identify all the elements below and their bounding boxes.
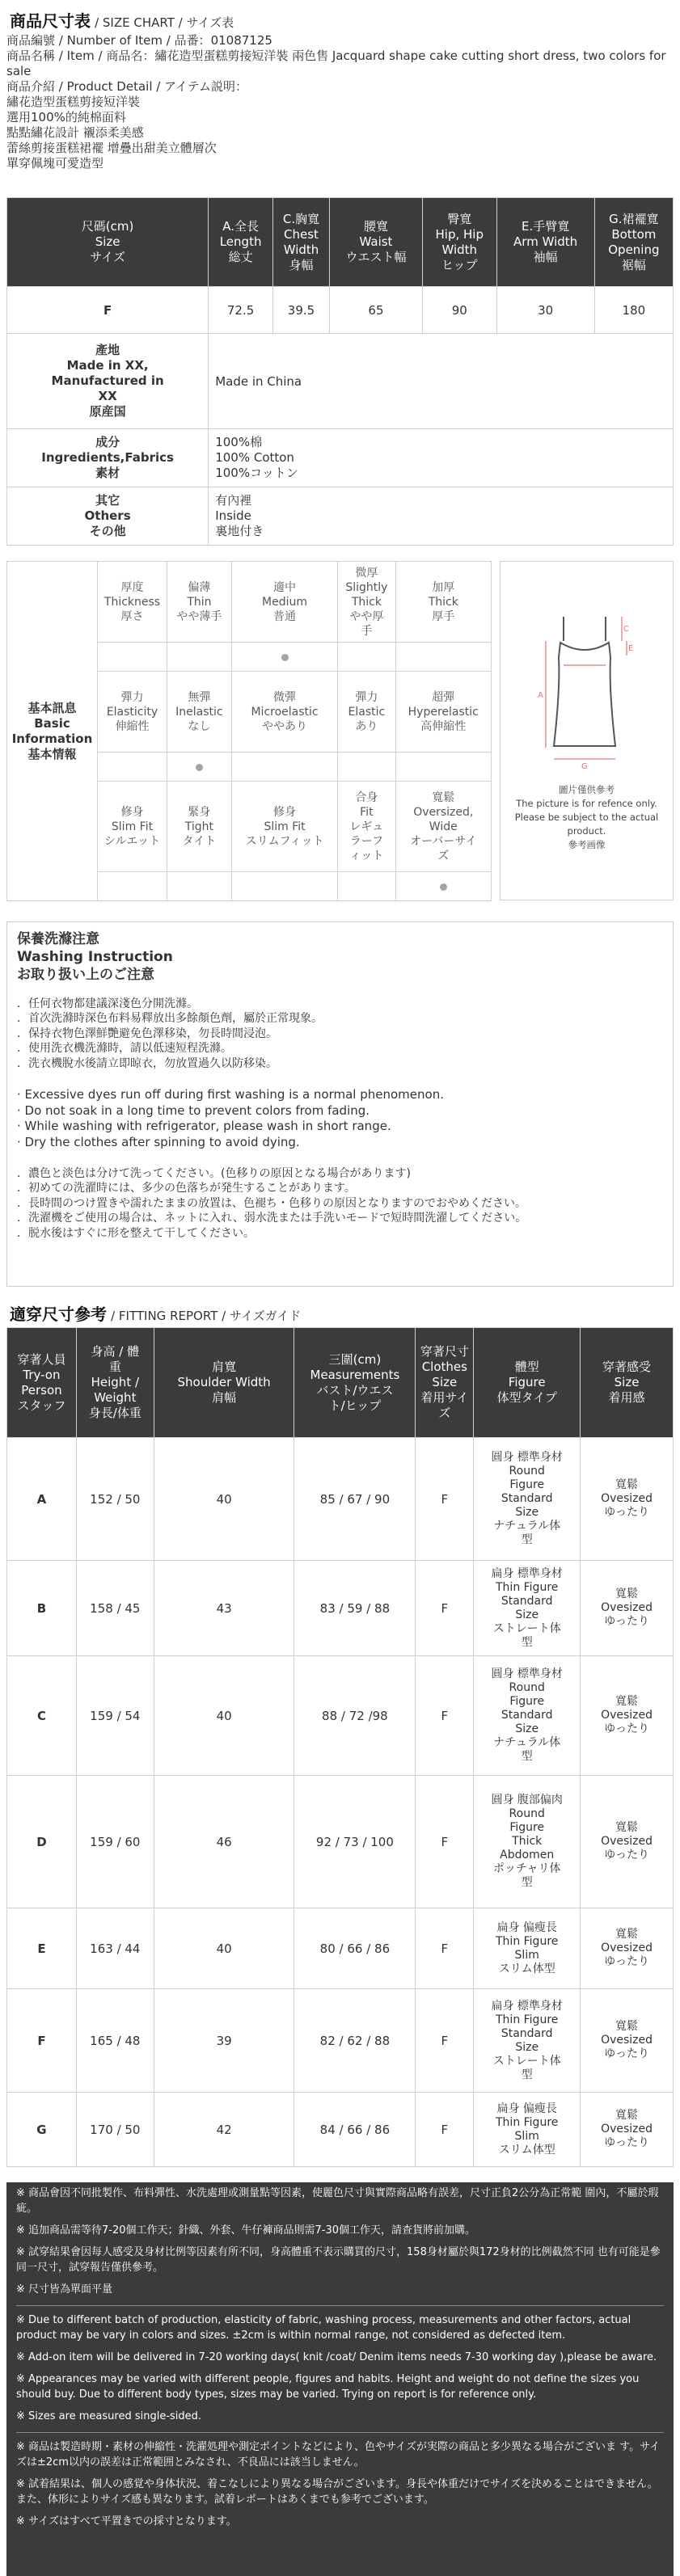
basic-info-attribute: 修身 Slim Fit シルエット [98, 782, 167, 872]
size-value-cell: 72.5 [209, 287, 273, 334]
product-info-line: 蕾絲剪接蛋糕裙襬 增疊出甜美立體層次 [6, 141, 217, 155]
washing-line: ．使用洗衣機洗滌時，請以低速短程洗滌。 [17, 1042, 232, 1056]
fitting-cell-hw: 159 / 54 [76, 1656, 154, 1776]
fitting-cell-hw: 163 / 44 [76, 1908, 154, 1989]
size-header-cell: C.胸寬 Chest Width 身幅 [273, 198, 330, 287]
fitting-cell-person: D [7, 1776, 77, 1908]
fitting-cell-feel: 寬鬆 Ovesized ゆったり [581, 2093, 674, 2167]
fitting-header-cell: 穿著人員 Try-on Person スタッフ [7, 1328, 77, 1438]
fitting-cell-shoulder: 39 [154, 1989, 294, 2093]
washing-line: ．長時間のつけ置きや濡れたままの放置は、色褪ち・色移りの原因となりますのでおやめください。 [17, 1196, 526, 1210]
fitting-cell-size: F [416, 1561, 474, 1656]
fitting-cell-feel: 寬鬆 Ovesized ゆったり [581, 1776, 674, 1908]
washing-section [6, 921, 674, 1287]
other-value: 有內裡 Inside 裏地付き [209, 487, 674, 546]
fitting-cell-person: C [7, 1656, 77, 1776]
basic-info-indicator [231, 753, 337, 782]
fitting-cell-figure: 圓身 標準身材 Round Figure Standard Size ナチュラル体 型 [474, 1656, 581, 1776]
washing-title-jp: お取り扱い上のご注意 [17, 967, 154, 983]
basic-info-spacer [98, 643, 167, 672]
fitting-row [7, 1776, 674, 1908]
size-table-wrap [6, 197, 674, 546]
origin-label: 產地 Made in XX, Manufactured in XX 原産国 [7, 334, 209, 429]
washing-line: · Excessive dyes run off during first washing is a normal phenomenon. [17, 1087, 444, 1102]
svg-text:C: C [623, 625, 629, 634]
fitting-cell-person: G [7, 2093, 77, 2167]
fitting-cell-shoulder: 42 [154, 2093, 294, 2167]
material-value: 100%棉 100% Cotton 100%コットン [209, 429, 674, 487]
basic-info-option: 無彈 Inelastic なし [167, 672, 232, 753]
fitting-header-cell: 體型 Figure 体型タイプ [474, 1328, 581, 1438]
svg-text:E: E [628, 644, 634, 653]
fitting-header-cell: 身高 / 體 重 Height / Weight 身長/体重 [76, 1328, 154, 1438]
washing-zh [17, 997, 663, 1071]
basic-info-option: 適中 Medium 普通 [231, 562, 337, 643]
size-value-cell: 30 [496, 287, 594, 334]
size-header-cell: A.全長 Length 総丈 [209, 198, 273, 287]
note-line: ※ 試穿結果會因每人感受及身材比例等因素有所不同，身高體重不表示購買的尺寸，158身材屬於與172身材的比例截然不同 也有可能是參同一尺寸，試穿報告僅供參考。 [16, 2246, 661, 2274]
size-chart-title: 商品尺寸表 [10, 11, 91, 31]
fitting-cell-feel: 寬鬆 Ovesized ゆったり [581, 1656, 674, 1776]
fitting-cell-size: F [416, 1908, 474, 1989]
product-info-line: 選用100%的純棉面料 [6, 110, 126, 124]
size-chart-section [0, 8, 680, 171]
basic-info-option: 彈力 Elastic あり [338, 672, 395, 753]
fitting-cell-hw: 152 / 50 [76, 1438, 154, 1561]
basic-info-spacer [98, 753, 167, 782]
fitting-header-cell: 穿著感受 Size 着用感 [581, 1328, 674, 1438]
washing-line: ．初めての洗濯時には、多少の色落ちが発生することがあります。 [17, 1182, 356, 1195]
material-label: 成分 Ingredients,Fabrics 素材 [7, 429, 209, 487]
basic-info-indicator [338, 643, 395, 672]
fitting-row [7, 1989, 674, 2093]
selected-dot-icon [196, 764, 203, 771]
fitting-table [6, 1327, 674, 2167]
size-value-cell: F [7, 287, 209, 334]
basic-info-indicator [167, 753, 232, 782]
fitting-cell-shoulder: 40 [154, 1438, 294, 1561]
product-info-line: 商品介紹 / Product Detail / アイテム説明： [6, 79, 247, 94]
fitting-cell-shoulder: 43 [154, 1561, 294, 1656]
basic-info-indicator [167, 872, 232, 901]
fitting-cell-size: F [416, 1776, 474, 1908]
fitting-row [7, 1908, 674, 1989]
basic-info-label: 基本訊息 Basic Information 基本情報 [7, 562, 98, 901]
fitting-cell-figure: 圓身 腹部偏肉 Round Figure Thick Abdomen ポッチャリ体 型 [474, 1776, 581, 1908]
notes-en [16, 2312, 664, 2424]
basic-info-attribute: 彈力 Elasticity 伸縮性 [98, 672, 167, 753]
fitting-cell-meas: 84 / 66 / 86 [294, 2093, 416, 2167]
size-header-cell: 腰寬 Waist ウエスト幅 [329, 198, 422, 287]
size-header-cell: 臀寬 Hip, Hip Width ヒップ [422, 198, 496, 287]
fitting-header-cell: 肩寬 Shoulder Width 肩幅 [154, 1328, 294, 1438]
washing-line: · Dry the clothes after spinning to avoid dying. [17, 1134, 300, 1149]
fitting-header-cell: 穿著尺寸 Clothes Size 着用サイ ズ [416, 1328, 474, 1438]
basic-info-indicator [338, 753, 395, 782]
fitting-subtitle: / FITTING REPORT / サイズガイド [111, 1309, 302, 1323]
product-info-line: 商品編號 / Number of Item / 品番：01087125 [6, 33, 272, 48]
washing-title-en: Washing Instruction [17, 949, 173, 965]
washing-en [17, 1087, 663, 1150]
fitting-cell-meas: 92 / 73 / 100 [294, 1776, 416, 1908]
fitting-cell-meas: 80 / 66 / 86 [294, 1908, 416, 1989]
fitting-cell-feel: 寬鬆 Ovesized ゆったり [581, 1908, 674, 1989]
fitting-cell-size: F [416, 1656, 474, 1776]
fitting-header-cell: 三圍(cm) Measurements バスト/ウエス ト/ヒップ [294, 1328, 416, 1438]
basic-info-indicator [231, 872, 337, 901]
fitting-cell-shoulder: 40 [154, 1908, 294, 1989]
fitting-cell-person: A [7, 1438, 77, 1561]
note-line: ※ 商品は製造時期・素材の伸縮性・洗濯処理や測定ポイントなどにより、色やサイズが実際の商品と多少異なる場合がございま す。サイズは±2cm以内の誤差は正常範囲とみなされ、不良品には該当しません。 [16, 2441, 661, 2468]
fitting-cell-shoulder: 46 [154, 1776, 294, 1908]
notes-section [6, 2182, 674, 2576]
svg-text:A: A [538, 691, 543, 700]
notes-jp [16, 2439, 664, 2529]
fitting-cell-person: E [7, 1908, 77, 1989]
basic-info-indicator [395, 753, 491, 782]
size-header-cell: G.裙襬寬 Bottom Opening 裾幅 [594, 198, 673, 287]
fitting-title: 適穿尺寸參考 [10, 1305, 107, 1324]
basic-info-option: 緊身 Tight タイト [167, 782, 232, 872]
basic-info-option: 微厚 Slightly Thick やや厚 手 [338, 562, 395, 643]
fitting-section [0, 1301, 680, 1325]
size-value-cell: 65 [329, 287, 422, 334]
garment-diagram [500, 561, 674, 900]
basic-info-indicator [231, 643, 337, 672]
note-line: ※ Appearances may be varied with different people, figures and habits. Height and weight do not define the sizes you should buy. Due to different body types, sizes may be varied. Trying on report is for reference only. [16, 2373, 640, 2401]
washing-line: ．保持衣物色澤鮮艷避免色澤移染，勿長時間浸泡。 [17, 1027, 277, 1040]
size-header-cell: E.手臂寬 Arm Width 袖幅 [496, 198, 594, 287]
fitting-row [7, 2093, 674, 2167]
washing-line: ．首次洗滌時深色布料易釋放出多餘顏色劑，屬於正常現象。 [17, 1012, 323, 1026]
washing-line: ．任何衣物都建議深淺色分開洗滌。 [17, 997, 198, 1010]
fitting-cell-size: F [416, 2093, 474, 2167]
washing-line: ．洗濯機をご使用の場合は、ネットに入れ、弱水洗または手洗いモードで短時間洗濯してください。 [17, 1212, 527, 1225]
fitting-cell-meas: 83 / 59 / 88 [294, 1561, 416, 1656]
basic-info-option: 加厚 Thick 厚手 [395, 562, 491, 643]
size-value-cell: 180 [594, 287, 673, 334]
basic-info-option: 超彈 Hyperelastic 高伸縮性 [395, 672, 491, 753]
basic-info-option: 修身 Slim Fit スリムフィット [231, 782, 337, 872]
fitting-cell-hw: 158 / 45 [76, 1561, 154, 1656]
notes-zh [16, 2186, 664, 2297]
fitting-cell-feel: 寬鬆 Ovesized ゆったり [581, 1438, 674, 1561]
size-value-cell: 90 [422, 287, 496, 334]
note-line: ※ 尺寸皆為單面平量 [16, 2283, 113, 2296]
basic-info-indicator [395, 872, 491, 901]
washing-line: ．脱水後はすぐに形を整えて干してください。 [17, 1226, 255, 1240]
basic-info-indicator [338, 872, 395, 901]
fitting-cell-hw: 165 / 48 [76, 1989, 154, 2093]
fitting-cell-hw: 159 / 60 [76, 1776, 154, 1908]
fitting-table-wrap [6, 1327, 674, 2167]
selected-dot-icon [440, 883, 447, 891]
size-chart-subtitle: / SIZE CHART / サイズ表 [95, 15, 234, 30]
washing-line: · While washing with refrigerator, please wash in short range. [17, 1119, 391, 1134]
other-label: 其它 Others その他 [7, 487, 209, 546]
size-header-cell: 尺碼(cm) Size サイズ [7, 198, 209, 287]
basic-info-option: 合身 Fit レギュ ラーフ ィット [338, 782, 395, 872]
dress-diagram-icon [531, 609, 636, 770]
basic-info-indicator [395, 643, 491, 672]
basic-info-indicator [167, 643, 232, 672]
fitting-cell-person: F [7, 1989, 77, 2093]
washing-title: 保養洗滌注意 [17, 931, 99, 947]
size-value-cell: 39.5 [273, 287, 330, 334]
fitting-cell-size: F [416, 1438, 474, 1561]
fitting-cell-figure: 扁身 偏瘦長 Thin Figure Slim スリム体型 [474, 1908, 581, 1989]
note-line: ※ 試着結果は、個人の感覚や身体状況、着こなしにより異なる場合がございます。身長や体重だけでサイズを決めることはできません。 また、体形によりサイズ感も異なります。試着レポートはあくまでも参考でございます。 [16, 2478, 658, 2506]
washing-line: ．洗衣機脫水後請立即晾衣，勿放置過久以防移染。 [17, 1056, 277, 1070]
basic-info-section [6, 561, 674, 900]
washing-line: ．濃色と淡色は分けて洗ってください。(色移りの原因となる場合があります) [17, 1167, 411, 1181]
note-line: ※ Add-on item will be delivered in 7-20 working days( knit /coat/ Denim items needs 7-30 working day ),please be aware. [16, 2351, 657, 2363]
fitting-cell-meas: 82 / 62 / 88 [294, 1989, 416, 2093]
fitting-cell-hw: 170 / 50 [76, 2093, 154, 2167]
fitting-cell-person: B [7, 1561, 77, 1656]
fitting-cell-shoulder: 40 [154, 1656, 294, 1776]
basic-info-table [6, 561, 492, 901]
fitting-row [7, 1438, 674, 1561]
svg-text:G: G [581, 762, 588, 770]
fitting-cell-figure: 扁身 標準身材 Thin Figure Standard Size ストレート体 型 [474, 1989, 581, 2093]
fitting-cell-figure: 圓身 標準身材 Round Figure Standard Size ナチュラル体 型 [474, 1438, 581, 1561]
product-info-line: 點點繡花設計 襯添柔美感 [6, 125, 144, 140]
diagram-caption: 圖片僅供參考 The picture is for refence only. Please be subject to the actual product. 參考画像 [514, 784, 659, 850]
fitting-cell-figure: 扁身 偏瘦長 Thin Figure Slim スリム体型 [474, 2093, 581, 2167]
product-info-line: 商品名稱 / Item / 商品名：繡花造型蛋糕剪接短洋裝 兩色售 Jacquard shape cake cutting short dress, two colors for sale [6, 48, 666, 78]
note-line: ※ Due to different batch of production, elasticity of fabric, washing process, measurements and other factors, actual product may be vary in colors and sizes. ±2cm is within normal range, not considered as defected item. [16, 2314, 631, 2342]
product-info-line: 單穿佩塊可愛造型 [6, 156, 104, 171]
basic-info-option: 偏薄 Thin やや薄手 [167, 562, 232, 643]
fitting-cell-size: F [416, 1989, 474, 2093]
origin-value: Made in China [209, 334, 674, 429]
basic-info-attribute: 厚度 Thickness 厚さ [98, 562, 167, 643]
basic-info-option: 寬鬆 Oversized, Wide オーバーサイ ズ [395, 782, 491, 872]
washing-jp [17, 1166, 663, 1241]
fitting-cell-meas: 88 / 72 /98 [294, 1656, 416, 1776]
note-line: ※ サイズはすべて平置きでの採寸となります。 [16, 2515, 237, 2528]
washing-line: · Do not soak in a long time to prevent colors from fading. [17, 1102, 370, 1118]
note-line: ※ 商品會因不同批製作、布料彈性、水洗處理或測量點等因素，使麗色尺寸與實際商品略有誤差，尺寸正負2公分為正常範 圍內，不屬於瑕疵。 [16, 2187, 659, 2215]
product-info [0, 33, 680, 171]
size-table [6, 197, 674, 546]
note-line: ※ 追加商品需等待7-20個工作天；針織、外套、牛仔褲商品則需7-30個工作天，請查貨將前加購。 [16, 2224, 476, 2237]
fitting-cell-feel: 寬鬆 Ovesized ゆったり [581, 1989, 674, 2093]
fitting-row [7, 1656, 674, 1776]
note-line: ※ Sizes are measured single-sided. [16, 2410, 202, 2422]
basic-info-option: 微彈 Microelastic ややあり [231, 672, 337, 753]
product-info-line: 繡花造型蛋糕剪接短洋裝 [6, 95, 141, 109]
fitting-row [7, 1561, 674, 1656]
fitting-cell-meas: 85 / 67 / 90 [294, 1438, 416, 1561]
fitting-cell-feel: 寬鬆 Ovesized ゆったり [581, 1561, 674, 1656]
basic-info-spacer [98, 872, 167, 901]
selected-dot-icon [281, 654, 289, 661]
fitting-cell-figure: 扁身 標準身材 Thin Figure Standard Size ストレート体 型 [474, 1561, 581, 1656]
